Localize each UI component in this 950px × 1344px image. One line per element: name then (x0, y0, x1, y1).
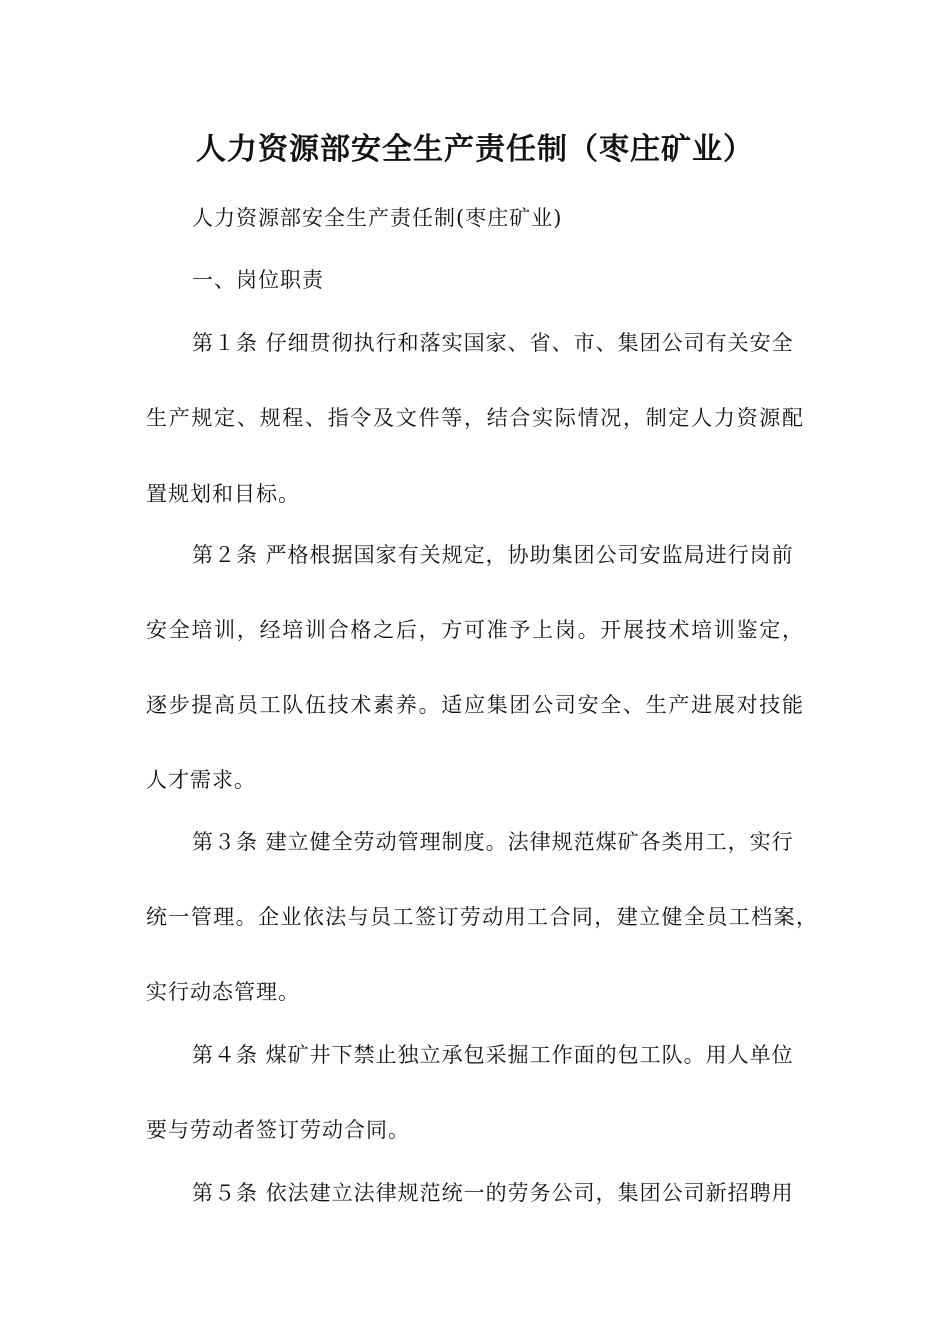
article-4-line-1: 第４条 煤矿井下禁止独立承包采掘工作面的包工队。用人单位 (192, 1043, 794, 1067)
article-1-line-3: 置规划和目标。 (146, 482, 300, 506)
article-2-line-3: 逐步提高员工队伍技术素养。适应集团公司安全、生产进展对技能 (146, 693, 804, 717)
document-title: 人力资源部安全生产责任制（枣庄矿业） (196, 132, 754, 167)
article-1-line-2: 生产规定、规程、指令及文件等，结合实际情况，制定人力资源配 (146, 406, 804, 430)
article-5-line-1: 第５条 依法建立法律规范统一的劳务公司，集团公司新招聘用 (192, 1181, 794, 1205)
section-heading: 一、岗位职责 (192, 268, 324, 292)
article-2-line-1: 第２条 严格根据国家有关规定，协助集团公司安监局进行岗前 (192, 543, 794, 567)
article-3-line-3: 实行动态管理。 (146, 980, 300, 1004)
article-3-line-2: 统一管理。企业依法与员工签订劳动用工合同，建立健全员工档案， (146, 905, 818, 929)
article-1-line-1: 第１条 仔细贯彻执行和落实国家、省、市、集团公司有关安全 (192, 331, 794, 355)
article-3-line-1: 第３条 建立健全劳动管理制度。法律规范煤矿各类用工，实行 (192, 830, 794, 854)
article-4-line-2: 要与劳动者签订劳动合同。 (146, 1118, 410, 1142)
article-2-line-2: 安全培训，经培训合格之后，方可准予上岗。开展技术培训鉴定， (146, 618, 804, 642)
article-2-line-4: 人才需求。 (146, 768, 256, 792)
subtitle-line: 人力资源部安全生产责任制(枣庄矿业) (192, 206, 563, 230)
